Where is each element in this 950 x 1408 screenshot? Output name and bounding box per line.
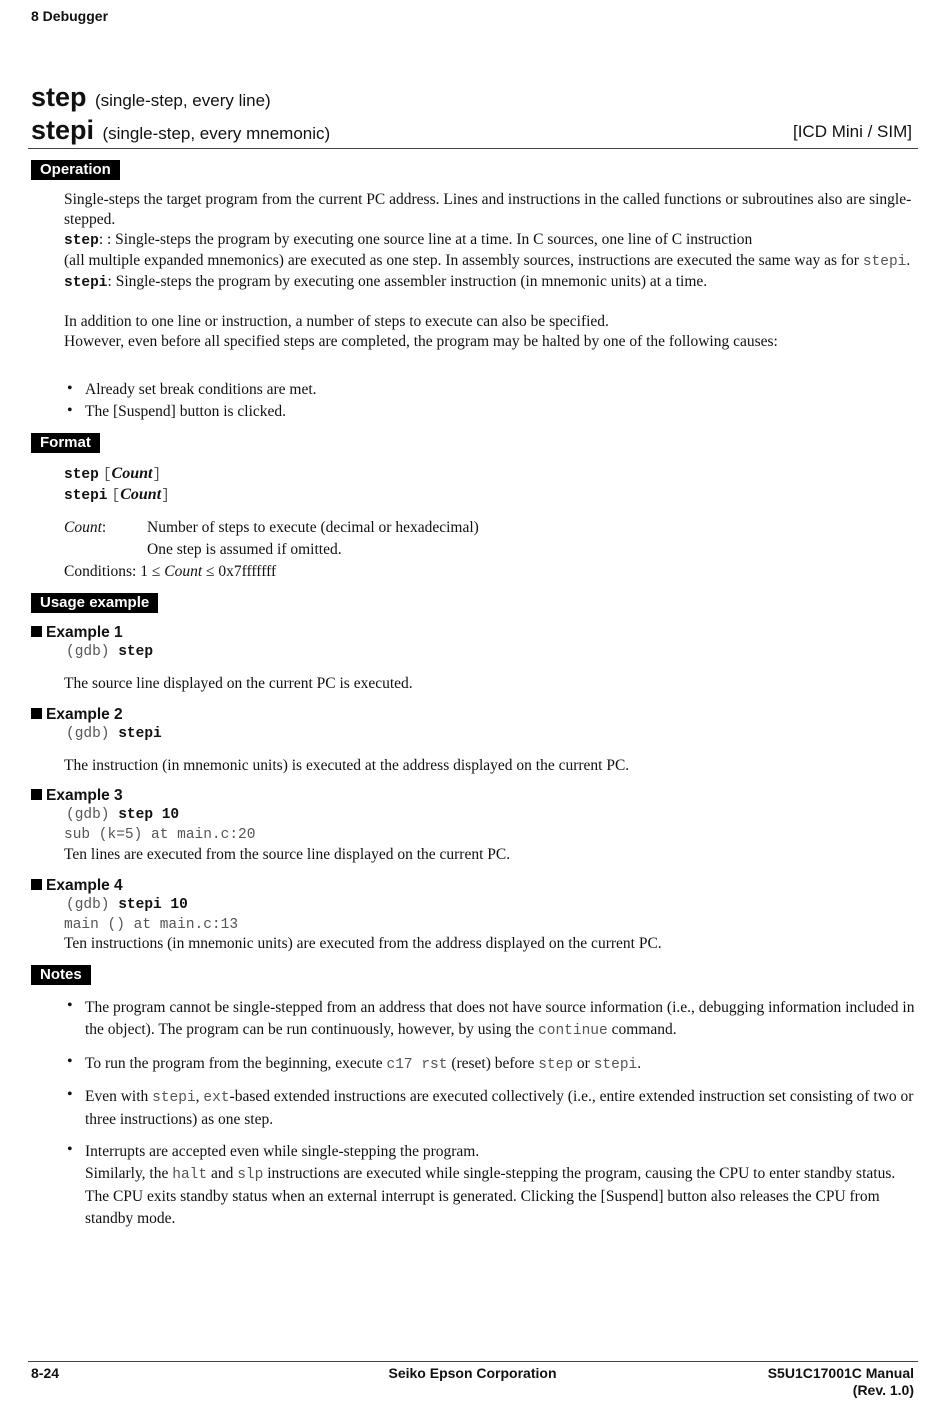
step-text-a: : : Single-steps the program by executing one source line at a time. In C sources, one line of C instruction — [98, 231, 753, 248]
operation-bullet-1: Already set break conditions are met. — [85, 381, 317, 398]
step-text-b: (all multiple expanded mnemonics) are executed as one step. In assembly sources, instructions are executed the same way as for — [64, 252, 859, 269]
note-4-text-a: Interrupts are accepted even while single-stepping the program. — [85, 1143, 480, 1160]
square-bullet-icon — [31, 879, 42, 890]
bullet-dot: • — [67, 1141, 73, 1158]
format-open: [ — [102, 467, 112, 483]
example-2-cmd: stepi — [118, 726, 162, 742]
note-2-text-a: To run the program from the beginning, execute — [85, 1055, 383, 1072]
section-operation: Operation — [31, 160, 120, 180]
bullet-dot: • — [67, 997, 73, 1014]
note-3-text-b: -based extended instructions are executed collectively (i.e., entire extended instruction set consisting of two or three instructions) as one step. — [85, 1088, 914, 1128]
count-label-wrap — [64, 518, 106, 538]
square-bullet-icon — [31, 789, 42, 800]
count-label: Count — [64, 519, 102, 536]
section-format: Format — [31, 433, 100, 453]
example-1-cmd: step — [118, 644, 154, 660]
example-4-cmd: stepi 10 — [118, 897, 188, 913]
cond-param: Count — [164, 563, 203, 580]
section-usage: Usage example — [31, 593, 158, 613]
format-cmd-step: step — [64, 467, 99, 483]
note-3-code-2: ext — [203, 1090, 230, 1106]
cond-pre: 1 ≤ — [140, 563, 161, 580]
format-open: [ — [111, 488, 121, 504]
operation-body — [64, 190, 914, 352]
note-4-text-b: Similarly, the — [85, 1165, 169, 1182]
example-3-desc: Ten lines are executed from the source line displayed on the current PC. — [64, 846, 511, 863]
step-keyword: step — [64, 233, 99, 249]
note-2-code-3: stepi — [593, 1057, 638, 1073]
format-close: ] — [161, 488, 170, 504]
cond-label: Conditions: — [64, 563, 137, 580]
note-4-text-c: and — [210, 1165, 234, 1182]
stepi-keyword: stepi — [64, 275, 108, 291]
bullet-dot: • — [67, 1086, 73, 1103]
note-3 — [85, 1086, 920, 1131]
count-desc-1: Number of steps to execute (decimal or hexadecimal) — [147, 519, 479, 536]
footer-revision: (Rev. 1.0) — [852, 1382, 914, 1398]
operation-stepi-line — [64, 272, 914, 293]
format-line-step — [64, 464, 170, 485]
note-3-code-1: stepi — [152, 1090, 196, 1106]
bullet-dot: • — [67, 380, 73, 397]
example-3-code — [66, 807, 179, 823]
square-bullet-icon — [31, 626, 42, 637]
example-1-title: Example 1 — [46, 624, 123, 641]
title-cmd1-desc: (single-step, every line) — [94, 91, 271, 110]
note-2-text-c: or — [576, 1055, 590, 1072]
example-1-prompt: (gdb) — [66, 644, 110, 660]
title-step — [31, 82, 271, 113]
example-2-desc: The instruction (in mnemonic units) is executed at the address displayed on the current PC. — [64, 757, 630, 774]
note-2 — [85, 1053, 920, 1076]
operation-step-line — [64, 230, 914, 251]
note-4 — [85, 1141, 920, 1230]
format-param: Count — [111, 465, 153, 482]
note-3-text-pre: Even with — [85, 1088, 149, 1105]
example-3-prompt: (gdb) — [66, 807, 110, 823]
footer-rule — [28, 1361, 918, 1362]
format-syntax — [64, 464, 170, 506]
format-cmd-stepi: stepi — [64, 488, 108, 504]
note-1-code: continue — [538, 1023, 608, 1039]
step-text-end: . — [906, 252, 911, 269]
title-rule — [28, 148, 918, 149]
example-1-head — [31, 624, 123, 642]
running-header: 8 Debugger — [31, 8, 109, 24]
example-4-head — [31, 877, 123, 895]
example-2-code — [66, 726, 162, 742]
note-4-text-d: instructions are executed while single-stepping the program, causing the CPU to enter standby status. The CPU exits standby status when an external interrupt is generated. Clicking the [Suspend] button also releases the CPU from standby mode. — [85, 1165, 896, 1227]
footer-manual: S5U1C17001C Manual — [767, 1365, 914, 1381]
square-bullet-icon — [31, 708, 42, 719]
stepi-text: : Single-steps the program by executing one assembler instruction (in mnemonic units) at a time. — [107, 273, 708, 290]
example-3-head — [31, 787, 123, 805]
note-2-code-1: c17 rst — [386, 1057, 448, 1073]
operation-p3: In addition to one line or instruction, a number of steps to execute can also be specified. — [64, 313, 609, 330]
note-4-code-2: slp — [237, 1167, 264, 1183]
operation-bullet-2: The [Suspend] button is clicked. — [85, 403, 287, 420]
note-1-text-a: The program cannot be single-stepped from an address that does not have source information (i.e., debugging information included in the object). The program can be run continuously, however, by using the — [85, 999, 915, 1038]
format-param: Count — [120, 486, 162, 503]
title-target: [ICD Mini / SIM] — [792, 122, 912, 141]
title-cmd1: step — [31, 82, 87, 112]
operation-p1: Single-steps the target program from the current PC address. Lines and instructions in the called functions or subroutines also are single-stepped. — [64, 191, 912, 228]
note-4-code-1: halt — [172, 1167, 208, 1183]
operation-p4: However, even before all specified steps are completed, the program may be halted by one of the following causes: — [64, 333, 778, 350]
example-2-prompt: (gdb) — [66, 726, 110, 742]
conditions — [64, 562, 276, 582]
bullet-dot: • — [67, 1053, 73, 1070]
note-2-code-2: step — [538, 1057, 574, 1073]
footer-page-number: 8-24 — [31, 1365, 60, 1381]
count-colon: : — [101, 519, 107, 536]
example-2-head — [31, 706, 123, 724]
example-4-title: Example 4 — [46, 877, 123, 894]
bullet-dot: • — [67, 402, 73, 419]
operation-step-line2 — [64, 251, 914, 272]
title-cmd2: stepi — [31, 115, 95, 145]
example-4-code — [66, 897, 188, 913]
example-3-cmd: step 10 — [118, 807, 180, 823]
note-4-para-2 — [85, 1163, 920, 1230]
example-4-output: main () at main.c:13 — [64, 917, 239, 933]
cond-post: ≤ 0x7fffffff — [206, 563, 277, 580]
example-3-output: sub (k=5) at main.c:20 — [64, 827, 256, 843]
note-2-text-b: (reset) before — [451, 1055, 535, 1072]
example-4-desc: Ten instructions (in mnemonic units) are executed from the address displayed on the current PC. — [64, 935, 662, 952]
example-4-prompt: (gdb) — [66, 897, 110, 913]
example-1-desc: The source line displayed on the current PC is executed. — [64, 675, 413, 692]
example-2-title: Example 2 — [46, 706, 123, 723]
note-1-text-b: command. — [611, 1021, 677, 1038]
example-3-title: Example 3 — [46, 787, 123, 804]
footer-company: Seiko Epson Corporation — [388, 1365, 557, 1381]
section-notes: Notes — [31, 965, 91, 985]
count-desc-2: One step is assumed if omitted. — [147, 541, 342, 558]
title-cmd2-desc: (single-step, every mnemonic) — [102, 124, 331, 143]
format-line-stepi — [64, 485, 170, 506]
example-1-code — [66, 644, 153, 660]
step-text-ref: stepi — [862, 254, 907, 270]
title-stepi — [31, 115, 330, 146]
format-close: ] — [152, 467, 162, 483]
note-2-text-d: . — [637, 1055, 642, 1072]
note-1 — [85, 997, 920, 1042]
note-3-text-a: , — [195, 1088, 200, 1105]
